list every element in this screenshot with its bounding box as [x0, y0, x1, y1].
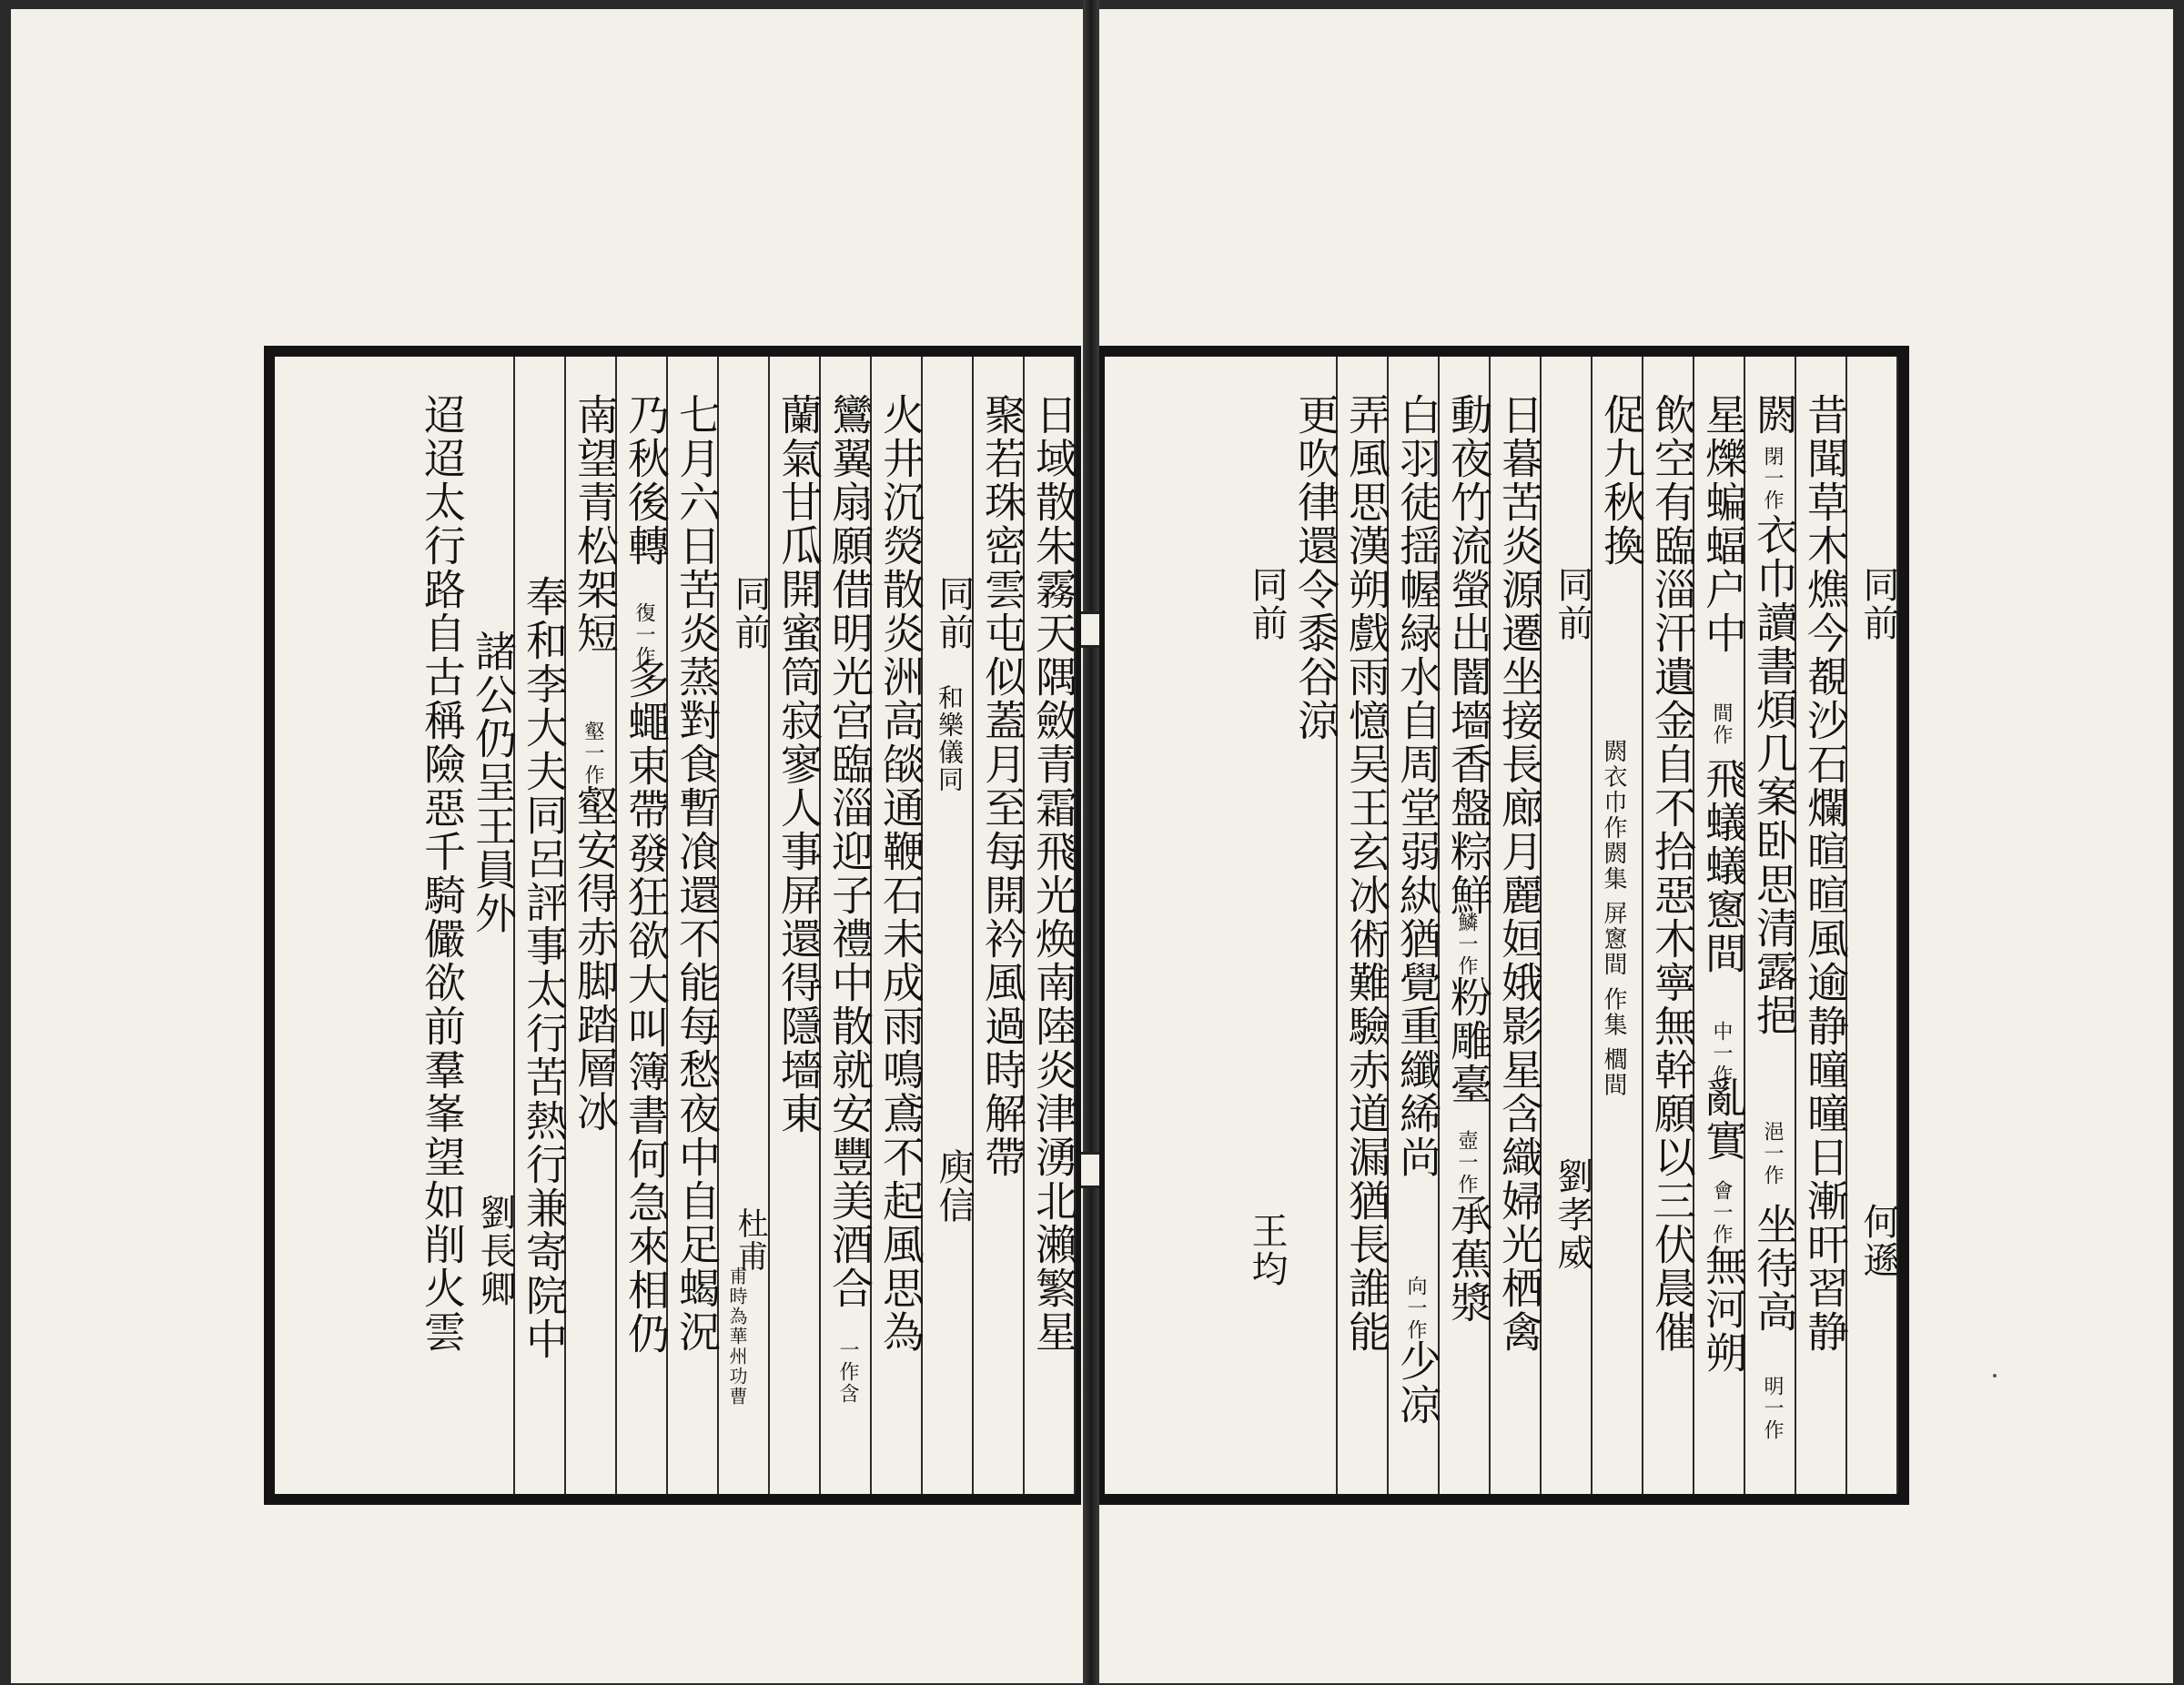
poem-line: 白羽徒揺幄緑水自周堂弱紈猶覺重纖絺尚 — [1393, 393, 1442, 1179]
column-r1 — [1847, 357, 1898, 1494]
poem-line: 火井沉熒散炎洲高燄通鞭石未成雨鳴鳶不起風思為 — [876, 393, 925, 1354]
column-r2 — [1796, 357, 1850, 1494]
poem-author: 劉孝威 — [1552, 1157, 1593, 1272]
poem-line: 閼 — [1750, 393, 1799, 437]
column-l8 — [668, 357, 722, 1494]
poem-author: 劉長卿 — [474, 1194, 516, 1308]
column-l9 — [617, 357, 671, 1494]
column-l2 — [974, 357, 1025, 1494]
column-r6 — [1592, 357, 1646, 1494]
variant-note: 壺一作 — [1455, 1130, 1478, 1196]
column-r7 — [1542, 357, 1592, 1494]
paper-speck — [1993, 1374, 1997, 1377]
column-r11 — [1338, 357, 1389, 1494]
variant-note: 浥一作 — [1761, 1121, 1784, 1186]
variant-note: 鱗一作 — [1455, 912, 1478, 977]
gloss-note: 閼衣巾作閼集 屏窻間 作集 櫚間 — [1600, 739, 1627, 1098]
variant-note: 間作 — [1710, 702, 1733, 746]
poem-line: 蘭氣甘瓜開蜜筒寂寥人事屏還得隱墻東 — [774, 393, 824, 1135]
column-l10 — [566, 357, 620, 1494]
poem-title: 同前 — [1246, 566, 1288, 642]
poem-line: 飛蟻蟻窻間 — [1699, 757, 1748, 975]
poem-line: 乃秋後轉 — [622, 393, 671, 568]
column-l4 — [872, 357, 923, 1494]
poem-title: 同前 — [933, 575, 975, 651]
variant-note: 中一作 — [1710, 1021, 1733, 1086]
column-r5 — [1643, 357, 1697, 1494]
column-r9 — [1440, 357, 1491, 1494]
poem-title-line: 奉和李大夫同呂評事太行苦熱行兼寄院中 — [520, 575, 569, 1361]
poem-line: 昔聞草木燋今覩沙石爛暄暄風逾静曈曈日漸旰習静 — [1801, 393, 1850, 1354]
poem-line: 七月六日苦炎蒸對食暫飡還不能每愁夜中自足蝎況 — [672, 393, 722, 1354]
column-l6 — [770, 357, 824, 1494]
poem-line: 鸞翼扇願借明光宫臨淄迎子禮中散就安豐美酒合 — [825, 393, 875, 1310]
poem-line: 無河朔 — [1699, 1244, 1748, 1375]
poem-title-line: 諸公仍呈王員外 — [469, 630, 518, 935]
column-l5 — [821, 357, 875, 1494]
book-gutter — [1083, 0, 1099, 1685]
variant-note: 向一作 — [1404, 1276, 1427, 1341]
poem-line: 少凉 — [1393, 1339, 1442, 1427]
poem-author: 王均 — [1246, 1212, 1288, 1288]
poem-line: 南望青松架短 — [571, 393, 620, 655]
poem-author: 杜甫 — [732, 1207, 768, 1273]
left-text-frame — [264, 346, 1081, 1505]
poem-line: 動夜竹流螢出闇墻香盤粽鮮 — [1444, 393, 1493, 917]
poem-line: 多蠅束帶發狂欲大叫簿書何急來相仍 — [622, 657, 671, 1356]
poem-line: 承蕉漿 — [1444, 1194, 1493, 1325]
poem-line: 衣巾讀書煩几案卧思清露挹 — [1750, 513, 1799, 1037]
column-r4 — [1694, 357, 1748, 1494]
column-l12 — [464, 357, 518, 1494]
column-r13 — [1236, 357, 1287, 1494]
poem-line: 星爍蝙蝠户中 — [1699, 393, 1748, 655]
poem-title: 同前 — [1857, 566, 1899, 642]
author-note: 甫時為華州功曹 — [726, 1266, 748, 1407]
poem-line: 日域散朱霧天隅斂青霜飛光焕南陸炎津湧北瀨繁星 — [1029, 393, 1078, 1354]
variant-note: 會一作 — [1710, 1180, 1733, 1246]
poem-line: 粉雕臺 — [1444, 975, 1493, 1106]
column-l3 — [923, 357, 974, 1494]
variant-note: 一作含 — [836, 1339, 859, 1405]
poem-line: 坐待高 — [1750, 1203, 1799, 1334]
poem-line: 亂實 — [1699, 1075, 1748, 1163]
poem-line: 壑安得赤脚踏層冰 — [571, 784, 620, 1134]
column-l13 — [413, 357, 467, 1494]
column-l11 — [515, 357, 569, 1494]
poem-line: 弄風思漢朔戲雨憶吴王玄冰術難驗赤道漏猶長誰能 — [1342, 393, 1391, 1354]
poem-line: 促九秋換 — [1597, 393, 1646, 568]
poem-line: 更吹律還令黍谷涼 — [1291, 393, 1340, 742]
variant-note: 壑一作 — [581, 721, 604, 786]
poem-title: 同前 — [1552, 566, 1593, 642]
column-l7 — [719, 357, 770, 1494]
column-r12 — [1287, 357, 1338, 1494]
column-r3 — [1745, 357, 1799, 1494]
variant-note: 復一作 — [632, 602, 655, 668]
column-r8 — [1491, 357, 1542, 1494]
variant-note: 閉一作 — [1761, 446, 1784, 511]
poem-author: 庾信 — [933, 1148, 975, 1225]
right-text-frame — [1099, 346, 1909, 1505]
column-r10 — [1389, 357, 1440, 1494]
poem-title: 同前 — [729, 575, 771, 651]
title-note: 和樂儀同 — [935, 684, 965, 793]
variant-note: 明一作 — [1761, 1376, 1784, 1441]
column-l1 — [1025, 357, 1076, 1494]
poem-line: 迢迢太行路自古稱險惡千騎儼欲前羣峯望如削火雲 — [418, 393, 467, 1354]
poem-line: 飲空有臨淄汗遺金自不拾惡木寧無幹願以三伏晨催 — [1648, 393, 1697, 1354]
poem-author: 何遜 — [1857, 1203, 1899, 1279]
poem-line: 聚若珠密雲屯似蓋月至每開衿風過時解帶 — [978, 393, 1027, 1179]
poem-line: 日暮苦炎源遷坐接長廊月麗姮娥影星含織婦光栖禽 — [1495, 393, 1544, 1354]
